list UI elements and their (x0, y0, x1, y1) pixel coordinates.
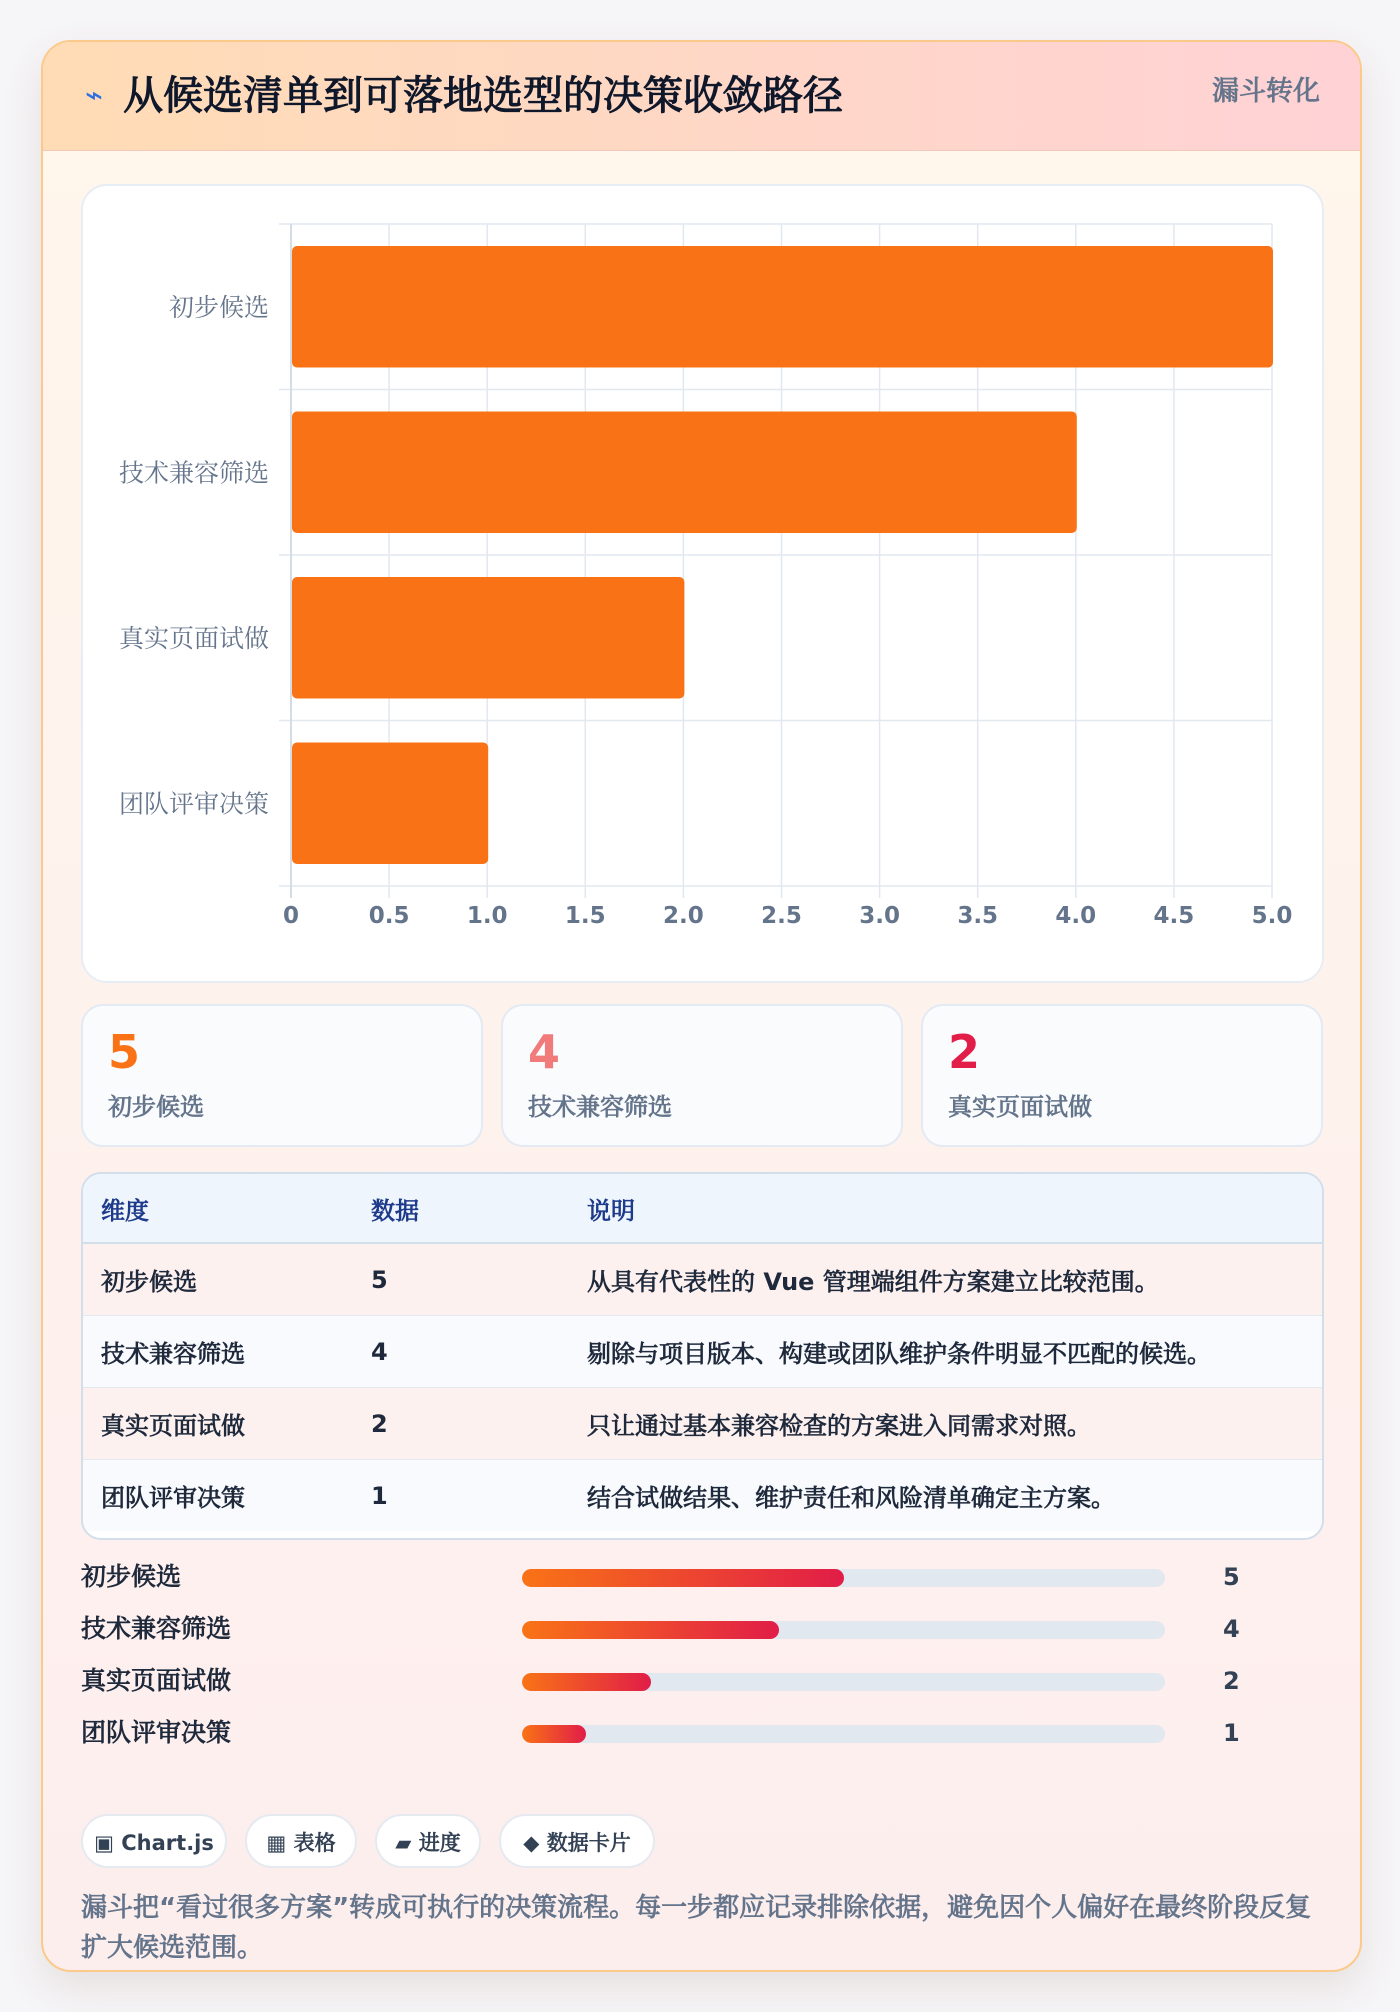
progress-track (522, 1569, 1165, 1587)
column-header: 维度 (83, 1174, 353, 1243)
progress-row (81, 1661, 1320, 1701)
tag-chartjs: ▣ Chart.js (81, 1814, 227, 1868)
progress-row (81, 1557, 1320, 1597)
table-cell: 真实页面试做 (83, 1388, 353, 1460)
table-header-row (83, 1174, 1322, 1243)
progress-fill (522, 1621, 779, 1639)
progress-track (522, 1673, 1165, 1691)
progress-row (81, 1609, 1320, 1649)
progress-track (522, 1725, 1165, 1743)
tag-progress: ▰ 进度 (375, 1814, 481, 1868)
column-header: 说明 (569, 1174, 1322, 1243)
stat-value: 2 (948, 1025, 981, 1079)
progress-value: 1 (1223, 1719, 1240, 1747)
summary-note: 漏斗把“看过很多方案”转成可执行的决策流程。每一步都应记录排除依据，避免因个人偏好在最终阶段反复扩大候选范围。 (81, 1893, 1312, 1963)
bar (292, 743, 488, 865)
y-tick-label: 初步候选 (168, 292, 269, 322)
bar-chart-svg (83, 186, 1322, 981)
stat-label: 真实页面试做 (948, 1093, 1092, 1121)
stat-cards (81, 1004, 1322, 1147)
progress-fill (522, 1569, 844, 1587)
column-header: 数据 (353, 1174, 569, 1243)
x-tick-label: 5.0 (1251, 903, 1293, 929)
bar (292, 577, 684, 699)
x-tick-label: 2.5 (761, 903, 802, 929)
bar-chart (81, 184, 1324, 983)
table-cell: 技术兼容筛选 (83, 1316, 353, 1388)
funnel-card (41, 40, 1362, 1972)
table-cell: 初步候选 (83, 1243, 353, 1316)
stat-card (921, 1004, 1323, 1147)
table-cell: 只让通过基本兼容检查的方案进入同需求对照。 (569, 1388, 1322, 1460)
x-tick-label: 3.0 (859, 903, 900, 929)
table-cell: 剔除与项目版本、构建或团队维护条件明显不匹配的候选。 (569, 1316, 1322, 1388)
table-row (83, 1243, 1322, 1316)
x-tick-label: 0.5 (368, 903, 410, 929)
x-tick-label: 4.5 (1153, 903, 1195, 929)
table-row (83, 1460, 1322, 1532)
progress-label: 初步候选 (81, 1562, 182, 1591)
tag-data-card: ◆ 数据卡片 (499, 1814, 655, 1868)
stat-label: 技术兼容筛选 (528, 1093, 672, 1121)
lightning-icon: ⌁ (84, 78, 104, 113)
bar (292, 412, 1077, 534)
x-tick-label: 4.0 (1055, 903, 1097, 929)
table-cell: 1 (353, 1460, 569, 1532)
progress-value: 5 (1223, 1563, 1240, 1591)
y-tick-label: 团队评审决策 (118, 789, 269, 819)
table-row (83, 1316, 1322, 1388)
table-cell: 结合试做结果、维护责任和风险清单确定主方案。 (569, 1460, 1322, 1532)
x-tick-label: 1.5 (564, 903, 606, 929)
progress-track (522, 1621, 1165, 1639)
bar (292, 246, 1273, 368)
progress-fill (522, 1725, 586, 1743)
table-cell: 从具有代表性的 Vue 管理端组件方案建立比较范围。 (569, 1243, 1322, 1316)
stat-label: 初步候选 (108, 1093, 204, 1121)
table-row (83, 1388, 1322, 1460)
stat-card (81, 1004, 483, 1147)
table-cell: 5 (353, 1243, 569, 1316)
x-tick-label: 1.0 (466, 903, 508, 929)
stat-card (501, 1004, 903, 1147)
progress-label: 技术兼容筛选 (81, 1614, 232, 1643)
table-cell: 团队评审决策 (83, 1460, 353, 1532)
feature-tags (81, 1814, 1320, 1872)
x-tick-label: 0 (282, 903, 300, 929)
table-cell: 2 (353, 1388, 569, 1460)
page-title: 从候选清单到可落地选型的决策收敛路径 (123, 73, 843, 119)
progress-fill (522, 1673, 651, 1691)
stat-value: 4 (528, 1025, 561, 1079)
progress-value: 4 (1223, 1615, 1240, 1643)
x-tick-label: 2.0 (663, 903, 704, 929)
progress-label: 真实页面试做 (81, 1666, 232, 1695)
card-header (43, 42, 1360, 151)
y-tick-label: 技术兼容筛选 (118, 458, 269, 488)
tag-table: ▦ 表格 (245, 1814, 357, 1868)
table-cell: 4 (353, 1316, 569, 1388)
category-tag: 漏斗转化 (1212, 76, 1320, 107)
stat-value: 5 (108, 1025, 141, 1079)
y-tick-label: 真实页面试做 (118, 623, 269, 653)
x-tick-label: 3.5 (957, 903, 999, 929)
progress-row (81, 1713, 1320, 1753)
progress-label: 团队评审决策 (81, 1718, 232, 1747)
progress-list (81, 1557, 1320, 1787)
progress-value: 2 (1223, 1667, 1240, 1695)
data-table (81, 1172, 1324, 1540)
